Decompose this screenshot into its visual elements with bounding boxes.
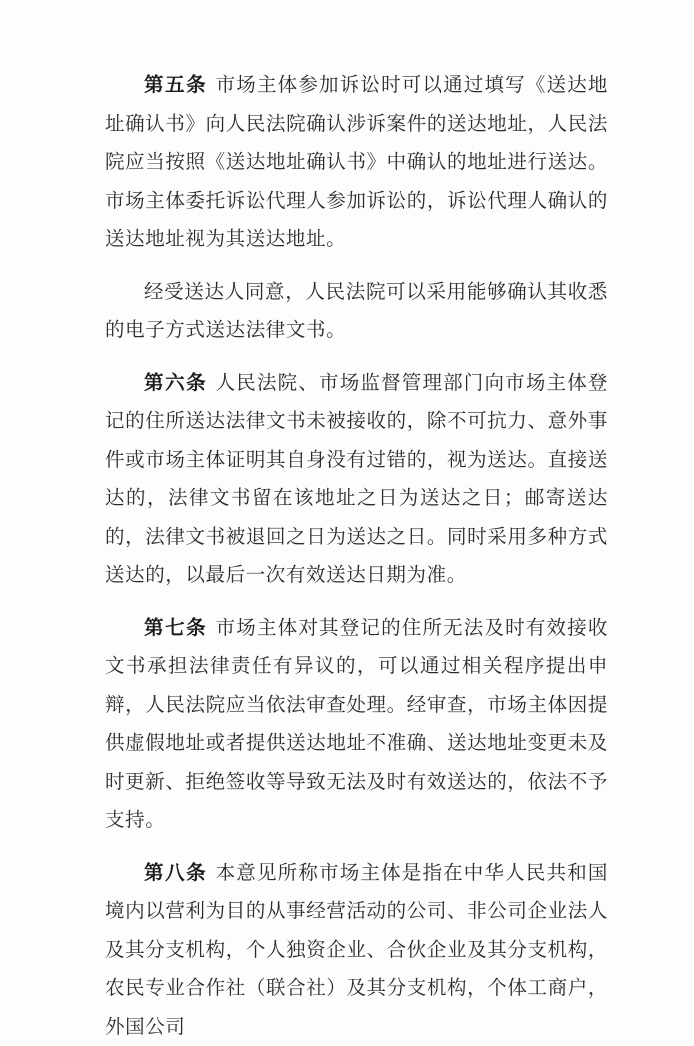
article-5-text: 市场主体参加诉讼时可以通过填写《送达地址确认书》向人民法院确认涉诉案件的送达地址，人民法院应当按照《送达地址确认书》中确认的地址进行送达。市场主体委托诉讼代理人参加诉讼的，诉讼代理人确认的送达地址视为其送达地址。 [105,73,608,250]
article-6-paragraph [105,364,608,595]
article-7-heading: 第七条 [144,616,216,639]
electronic-service-text: 经受送达人同意，人民法院可以采用能够确认其收悉的电子方式送达法律文书。 [105,280,608,342]
article-8-heading: 第八条 [144,861,216,884]
article-5-heading: 第五条 [144,73,216,96]
article-7-paragraph [105,609,608,840]
article-7-text: 市场主体对其登记的住所无法及时有效接收文书承担法律责任有异议的，可以通过相关程序提出申辩，人民法院应当依法审查处理。经审查，市场主体因提供虚假地址或者提供送达地址不准确、送达地址变更未及时更新、拒绝签收等导致无法及时有效送达的，依法不予支持。 [105,616,608,832]
article-8-text: 本意见所称市场主体是指在中华人民共和国境内以营利为目的从事经营活动的公司、非公司企业法人及其分支机构，个人独资企业、合伙企业及其分支机构，农民专业合作社（联合社）及其分支机构，个体工商户，外国公司 [105,861,608,1038]
article-5-paragraph [105,66,608,259]
article-8-paragraph [105,854,608,1046]
article-6-text: 人民法院、市场监督管理部门向市场主体登记的住所送达法律文书未被接收的，除不可抗力、意外事件或市场主体证明其自身没有过错的，视为送达。直接送达的，法律文书留在该地址之日为送达之日；邮寄送达的，法律文书被退回之日为送达之日。同时采用多种方式送达的，以最后一次有效送达日期为准。 [105,371,608,587]
article-6-heading: 第六条 [144,371,216,394]
electronic-service-paragraph [105,273,608,350]
